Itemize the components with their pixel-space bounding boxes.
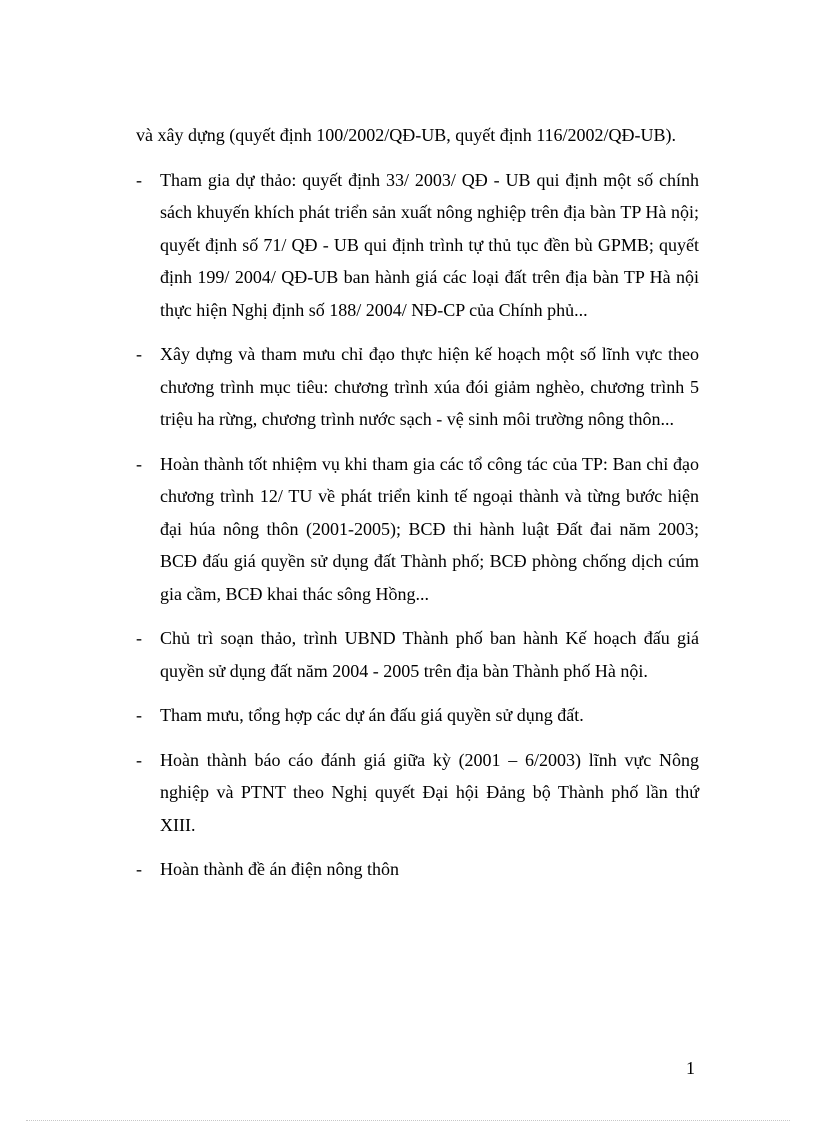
- list-item-text: Hoàn thành báo cáo đánh giá giữa kỳ (2001 – 6/2003) lĩnh vực Nông nghiệp và PTNT theo Nghị quyết Đại hội Đảng bộ Thành phố lần thứ XIII.: [160, 749, 699, 835]
- intro-paragraph: và xây dựng (quyết định 100/2002/QĐ-UB, quyết định 116/2002/QĐ-UB).: [136, 125, 677, 145]
- list-item-text: Tham gia dự thảo: quyết định 33/ 2003/ QĐ - UB qui định một số chính sách khuyến khích phát triển sản xuất nông nghiệp trên địa bàn TP Hà nội; quyết định số 71/ QĐ - UB qui định trình tự thủ tục đền bù GPMB; quyết định 199/ 2004/ QĐ-UB ban hành giá các loại đất trên địa bàn TP Hà nội thực hiện Nghị định số 188/ 2004/ NĐ-CP của Chính phủ...: [160, 169, 699, 320]
- page-number: 1: [686, 1058, 695, 1078]
- list-item-text: Xây dựng và tham mưu chỉ đạo thực hiện kế hoạch một số lĩnh vực theo chương trình mục tiêu: chương trình xúa đói giảm nghèo, chương trình 5 triệu ha rừng, chương trình nước sạch - vệ sinh môi trường nông thôn...: [160, 344, 699, 429]
- bullet-dash: -: [136, 705, 142, 725]
- list-item: [136, 699, 699, 732]
- list-item: [136, 853, 699, 886]
- list-item: [136, 164, 699, 327]
- list-item-text: Chủ trì soạn thảo, trình UBND Thành phố ban hành Kế hoạch đấu giá quyền sử dụng đất năm 2004 - 2005 trên địa bàn Thành phố Hà nội.: [160, 628, 699, 681]
- bullet-dash: -: [136, 628, 142, 648]
- list-item: [136, 622, 699, 687]
- list-item: [136, 338, 699, 436]
- page-bottom-divider: [26, 1120, 790, 1121]
- bullet-dash: -: [136, 453, 142, 474]
- list-item-text: Hoàn thành tốt nhiệm vụ khi tham gia các tổ công tác của TP: Ban chỉ đạo chương trình 12/ TU về phát triển kinh tế ngoại thành và từng bước hiện đại húa nông thôn (2001-2005); BCĐ thi hành luật Đất đai năm 2003; BCĐ đấu giá quyền sử dụng đất Thành phố; BCĐ phòng chống dịch cúm gia cầm, BCĐ khai thác sông Hồng...: [160, 453, 699, 604]
- bullet-dash: -: [136, 169, 142, 190]
- list-item-text: Tham mưu, tổng hợp các dự án đấu giá quyền sử dụng đất.: [160, 705, 584, 725]
- bullet-dash: -: [136, 344, 142, 364]
- list-item-text: Hoàn thành đề án điện nông thôn: [160, 859, 399, 879]
- bullet-dash: -: [136, 749, 142, 770]
- bullet-dash: -: [136, 859, 142, 879]
- list-item: [136, 448, 699, 611]
- page-content: [136, 119, 699, 898]
- list-item: [136, 744, 699, 842]
